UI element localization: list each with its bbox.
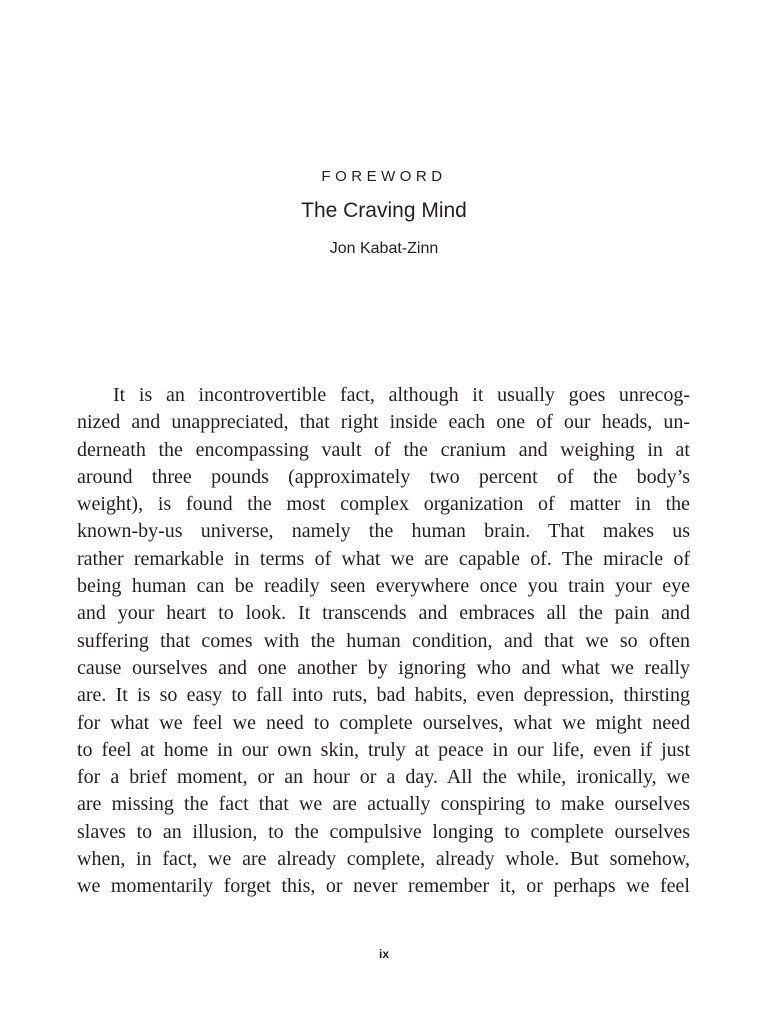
body-paragraph xyxy=(77,382,690,901)
author-name: Jon Kabat-Zinn xyxy=(329,240,439,257)
page-number: ix xyxy=(378,947,389,961)
text-line: for a brief moment, or an hour or a day. All the while, ironically, we xyxy=(77,766,690,789)
text-line: rather remarkable in terms of what we are capable of. The miracle of xyxy=(77,547,690,570)
text-line: It is an incontrovertible fact, although it usually goes unrecog- xyxy=(113,384,690,406)
text-line: are missing the fact that we are actually conspiring to make ourselves xyxy=(77,793,690,816)
text-line: known-by-us universe, namely the human brain. That makes us xyxy=(77,520,690,543)
text-line: and your heart to look. It transcends and embraces all the pain and xyxy=(77,602,690,625)
chapter-title: The Craving Mind xyxy=(301,199,467,222)
text-line: being human can be readily seen everywhere once you train your eye xyxy=(77,575,690,598)
text-line: around three pounds (approximately two percent of the body’s xyxy=(77,465,690,488)
text-line: cause ourselves and one another by ignoring who and what we really xyxy=(77,656,690,679)
text-line: when, in fact, we are already complete, already whole. But somehow, xyxy=(77,848,690,871)
text-line: we momentarily forget this, or never remember it, or perhaps we feel xyxy=(77,875,690,898)
text-line: weight), is found the most complex organization of matter in the xyxy=(77,493,690,516)
text-line: to feel at home in our own skin, truly at peace in our life, even if just xyxy=(77,738,690,761)
text-line: derneath the encompassing vault of the cranium and weighing in at xyxy=(77,438,690,461)
text-line: are. It is so easy to fall into ruts, bad habits, even depression, thirsting xyxy=(77,684,690,707)
text-line: slaves to an illusion, to the compulsive longing to complete ourselves xyxy=(77,820,690,843)
text-line: suffering that comes with the human condition, and that we so often xyxy=(77,629,690,652)
section-label: FOREWORD xyxy=(321,168,447,185)
text-line: nized and unappreciated, that right inside each one of our heads, un- xyxy=(77,411,690,434)
text-line: for what we feel we need to complete ourselves, what we might need xyxy=(77,711,690,734)
